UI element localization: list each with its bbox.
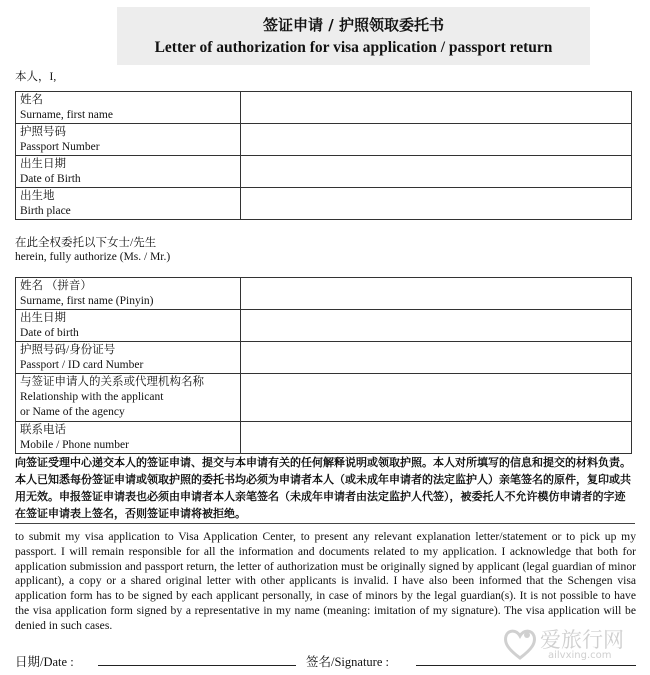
table-row — [16, 310, 632, 342]
applicant-table — [15, 91, 632, 220]
surname-input[interactable] — [241, 92, 632, 124]
authorize-statement — [15, 236, 170, 264]
statement-chinese: 向签证受理中心递交本人的签证申请、提交与本申请有关的任何解释说明或领取护照。本人对所填写的信息和提交的材料负责。本人已知悉每份签证申请或领取护照的委托书均必须为申请者本人（或未成年申请者的法定监护人）亲笔签名的原件，复印或共用无效。申报签证申请表也必须由申请者本人亲笔签名（未成年申请者由法定监护人代签），被委托人不允许模仿申请者的字迹在签证申请表上签名，否则签证申请将被拒绝。 — [15, 456, 631, 520]
document-title-box — [117, 7, 590, 65]
table-row — [16, 422, 632, 454]
divider — [15, 523, 635, 524]
representative-table — [15, 277, 632, 454]
watermark-url: ailvxing.com — [548, 650, 612, 661]
date-label: 日期/Date : — [15, 655, 74, 669]
authorize-en: herein, fully authorize (Ms. / Mr.) — [15, 251, 171, 263]
field-label: 姓名 （拼音） Surname, first name (Pinyin) — [16, 278, 241, 310]
field-label: 联系电话 Mobile / Phone number — [16, 422, 241, 454]
watermark — [500, 620, 650, 670]
rep-date-of-birth-input[interactable] — [241, 310, 632, 342]
field-label: 姓名 Surname, first name — [16, 92, 241, 124]
field-label: 出生日期 Date of Birth — [16, 156, 241, 188]
field-label: 出生地 Birth place — [16, 188, 241, 220]
title-english: Letter of authorization for visa application / passport return — [154, 39, 553, 56]
authorize-cn: 在此全权委托以下女士/先生 — [15, 237, 157, 249]
table-row — [16, 342, 632, 374]
watermark-brand: 爱旅行网 — [540, 628, 624, 652]
applicant-intro: 本人，I, — [15, 71, 57, 83]
table-row — [16, 374, 632, 422]
table-row — [16, 278, 632, 310]
date-input-line[interactable] — [98, 665, 296, 666]
rep-phone-input[interactable] — [241, 422, 632, 454]
field-label: 护照号码 Passport Number — [16, 124, 241, 156]
table-row — [16, 124, 632, 156]
signature-label: 签名/Signature : — [306, 655, 389, 669]
statement-english: to submit my visa application to Visa Application Center, to present any relevant explanation letter/statement or to pick up my passport. I will remain responsible for all the information and documents related to my application. I acknowledge that both for application submission and passport return, the letter of authorization must be originally signed by applicant (legal guardian of minor applicant), a copy or a shared original letter with other applicants is invalid. I have also been informed that the Schengen visa application form has to be signed by each applicant personally, in case of minors by the legal guardian(s). It is not possible to have the visa application form signed by a representative in my name (meaning: imitation of my signature). The visa application will be denied in such cases. — [15, 530, 636, 632]
field-label: 与签证申请人的关系或代理机构名称 Relationship with the applicant or Name of the agency — [16, 374, 241, 422]
table-row — [16, 156, 632, 188]
heart-logo-icon — [500, 624, 540, 664]
passport-number-input[interactable] — [241, 124, 632, 156]
table-row — [16, 188, 632, 220]
rep-name-input[interactable] — [241, 278, 632, 310]
table-row — [16, 92, 632, 124]
date-of-birth-input[interactable] — [241, 156, 632, 188]
rep-id-number-input[interactable] — [241, 342, 632, 374]
birth-place-input[interactable] — [241, 188, 632, 220]
field-label: 护照号码/身份证号 Passport / ID card Number — [16, 342, 241, 374]
field-label: 出生日期 Date of birth — [16, 310, 241, 342]
rep-relationship-input[interactable] — [241, 374, 632, 422]
title-chinese: 签证申请 / 护照领取委托书 — [263, 16, 444, 34]
